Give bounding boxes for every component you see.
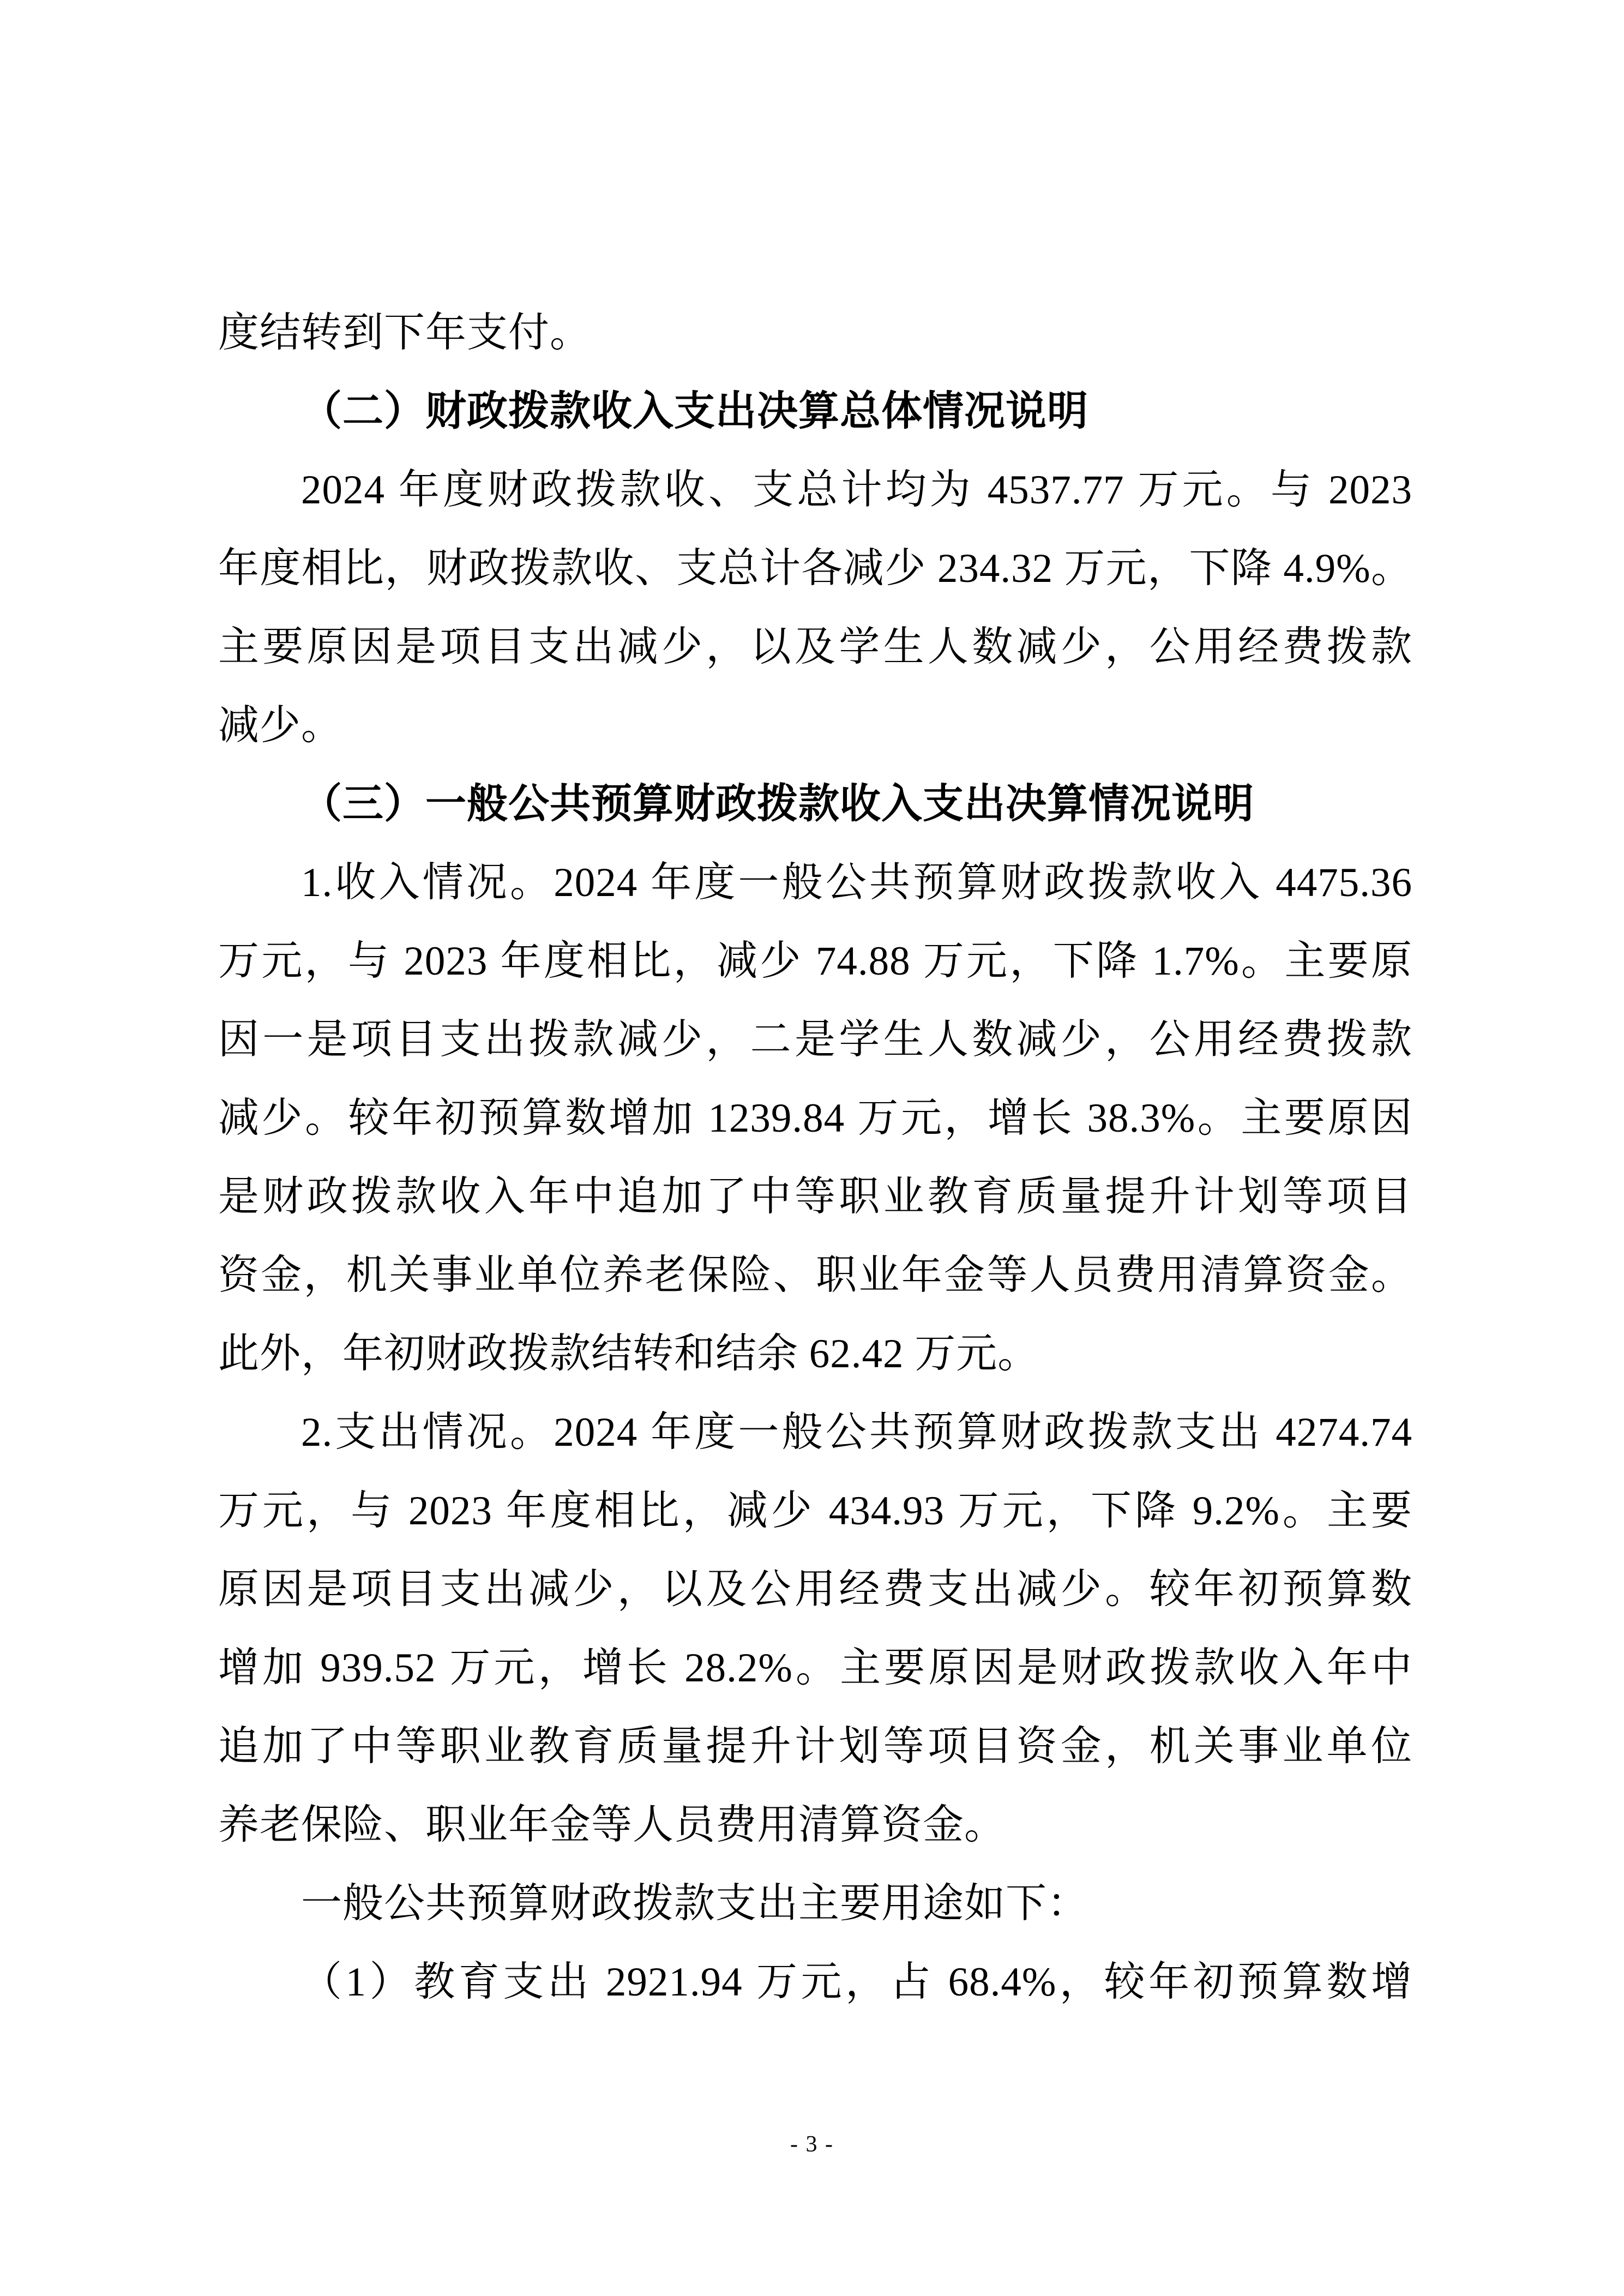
text-line: 因一是项目支出拨款减少，二是学生人数减少，公用经费拨款 xyxy=(218,1017,1412,1062)
text-line: 此外，年初财政拨款结转和结余 62.42 万元。 xyxy=(218,1331,1039,1377)
text-line: 减少。 xyxy=(218,703,343,748)
text-line: 减少。较年初预算数增加 1239.84 万元，增长 38.3%。主要原因 xyxy=(218,1096,1412,1141)
text-line: 1.收入情况。2024 年度一般公共预算财政拨款收入 4475.36 xyxy=(301,860,1412,905)
text-line: 年度相比，财政拨款收、支总计各减少 234.32 万元，下降 4.9%。 xyxy=(218,546,1412,591)
text-line: 主要原因是项目支出减少，以及学生人数减少，公用经费拨款 xyxy=(218,624,1412,670)
text-line: 万元，与 2023 年度相比，减少 74.88 万元，下降 1.7%。主要原 xyxy=(218,939,1412,984)
text-line: 是财政拨款收入年中追加了中等职业教育质量提升计划等项目 xyxy=(218,1174,1412,1219)
heading-section-2: （二）财政拨款收入支出决算总体情况说明 xyxy=(301,389,1089,434)
text-line: （1）教育支出 2921.94 万元，占 68.4%，较年初预算数增 xyxy=(301,1960,1412,2005)
document-body xyxy=(218,294,1412,2022)
text-line: 度结转到下年支付。 xyxy=(218,310,592,356)
text-line: 追加了中等职业教育质量提升计划等项目资金，机关事业单位 xyxy=(218,1724,1412,1769)
page-footer xyxy=(0,2128,1624,2161)
text-line: 原因是项目支出减少，以及公用经费支出减少。较年初预算数 xyxy=(218,1567,1412,1612)
text-line: 增加 939.52 万元，增长 28.2%。主要原因是财政拨款收入年中 xyxy=(218,1645,1412,1691)
text-line: 养老保险、职业年金等人员费用清算资金。 xyxy=(218,1802,1006,1848)
text-line: 2024 年度财政拨款收、支总计均为 4537.77 万元。与 2023 xyxy=(301,467,1412,513)
heading-section-3: （三）一般公共预算财政拨款收入支出决算情况说明 xyxy=(301,782,1255,827)
page-number: - 3 - xyxy=(790,2132,834,2157)
text-line: 一般公共预算财政拨款支出主要用途如下： xyxy=(301,1881,1089,1926)
text-line: 万元，与 2023 年度相比，减少 434.93 万元，下降 9.2%。主要 xyxy=(218,1488,1412,1534)
text-line: 2.支出情况。2024 年度一般公共预算财政拨款支出 4274.74 xyxy=(301,1410,1412,1455)
text-line: 资金，机关事业单位养老保险、职业年金等人员费用清算资金。 xyxy=(218,1253,1412,1298)
